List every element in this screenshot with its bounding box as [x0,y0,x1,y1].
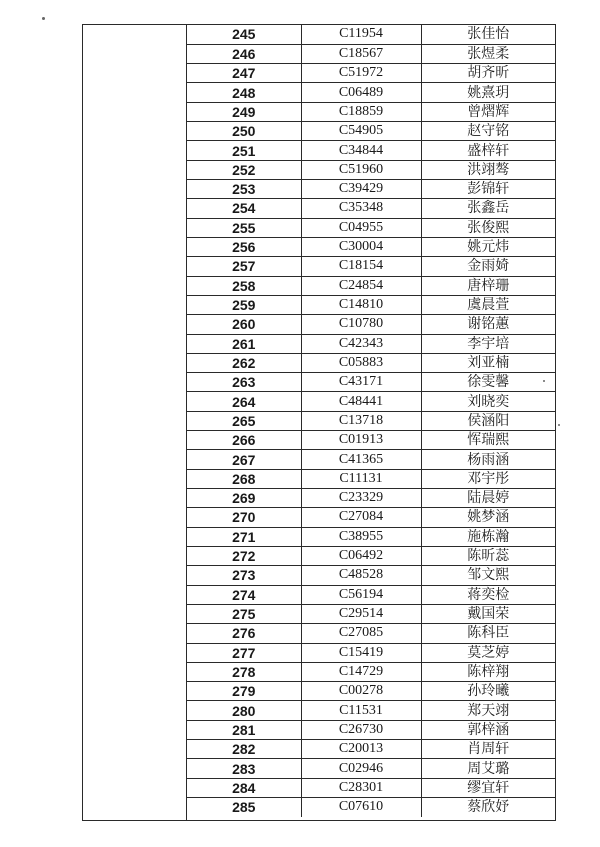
row-number: 276 [187,624,301,643]
student-id: C29514 [301,604,421,623]
student-id: C00278 [301,682,421,701]
row-number: 262 [187,353,301,372]
student-name: 唐梓珊 [421,276,555,295]
student-name: 周艾璐 [421,759,555,778]
student-name: 张俊熙 [421,218,555,237]
row-number: 278 [187,662,301,681]
row-number: 268 [187,469,301,488]
student-name: 戴国荣 [421,604,555,623]
student-id: C39429 [301,180,421,199]
student-name: 张鑫岳 [421,199,555,218]
student-name: 姚元炜 [421,237,555,256]
row-number: 266 [187,431,301,450]
student-id: C38955 [301,527,421,546]
row-number: 259 [187,295,301,314]
row-number: 247 [187,64,301,83]
table-row [187,682,555,701]
row-number: 250 [187,122,301,141]
student-id: C41365 [301,450,421,469]
row-number: 280 [187,701,301,720]
table-row [187,740,555,759]
student-id: C42343 [301,334,421,353]
student-name: 邓宇彤 [421,469,555,488]
row-number: 275 [187,604,301,623]
table-row [187,160,555,179]
student-id: C48441 [301,392,421,411]
row-number: 255 [187,218,301,237]
student-name: 蒋奕检 [421,585,555,604]
merged-group-column [83,25,187,820]
student-name: 刘亚楠 [421,353,555,372]
scan-speck [558,424,560,426]
student-name: 刘晓奕 [421,392,555,411]
student-name: 孙玲曦 [421,682,555,701]
student-name: 杨雨涵 [421,450,555,469]
student-id: C51972 [301,64,421,83]
table-row [187,295,555,314]
student-id: C15419 [301,643,421,662]
row-number: 272 [187,546,301,565]
table-row [187,527,555,546]
row-number: 253 [187,180,301,199]
row-number: 261 [187,334,301,353]
table-row [187,566,555,585]
row-number: 269 [187,489,301,508]
student-id: C10780 [301,315,421,334]
table-row [187,276,555,295]
student-id: C18859 [301,102,421,121]
row-number: 277 [187,643,301,662]
row-number: 248 [187,83,301,102]
table-row [187,585,555,604]
student-name: 侯涵阳 [421,411,555,430]
table-row [187,141,555,160]
table-row [187,83,555,102]
student-id: C14729 [301,662,421,681]
student-id: C27085 [301,624,421,643]
table-row [187,701,555,720]
student-name: 金雨婍 [421,257,555,276]
row-number: 263 [187,373,301,392]
table-row [187,720,555,739]
table-row [187,508,555,527]
student-id: C28301 [301,778,421,797]
student-id: C04955 [301,218,421,237]
scan-speck [42,17,45,20]
student-name: 胡齐昕 [421,64,555,83]
row-number: 271 [187,527,301,546]
student-id: C11531 [301,701,421,720]
student-name: 洪翊骜 [421,160,555,179]
student-id: C13718 [301,411,421,430]
student-id: C11131 [301,469,421,488]
student-name: 张佳怡 [421,25,555,44]
student-id: C34844 [301,141,421,160]
row-number: 265 [187,411,301,430]
student-id: C11954 [301,25,421,44]
row-number: 285 [187,798,301,817]
student-name: 缪宜轩 [421,778,555,797]
table-row [187,450,555,469]
row-number: 258 [187,276,301,295]
row-number: 254 [187,199,301,218]
student-id: C14810 [301,295,421,314]
table-row [187,218,555,237]
table-row [187,315,555,334]
student-name: 虞晨萱 [421,295,555,314]
student-name: 徐雯馨 [421,373,555,392]
student-name: 恽瑞熙 [421,431,555,450]
student-id: C30004 [301,237,421,256]
table-row [187,44,555,63]
row-number: 282 [187,740,301,759]
row-number: 273 [187,566,301,585]
table-row [187,180,555,199]
table-row [187,334,555,353]
student-id: C05883 [301,353,421,372]
student-id: C51960 [301,160,421,179]
student-id: C43171 [301,373,421,392]
row-number: 283 [187,759,301,778]
row-number: 281 [187,720,301,739]
row-number: 270 [187,508,301,527]
table-row [187,798,555,817]
student-id: C24854 [301,276,421,295]
row-number: 256 [187,237,301,256]
student-name: 郑天翊 [421,701,555,720]
table-row [187,102,555,121]
student-name: 陈梓翔 [421,662,555,681]
row-number: 246 [187,44,301,63]
table-row [187,778,555,797]
table-row [187,489,555,508]
student-id: C54905 [301,122,421,141]
student-name: 莫芝婷 [421,643,555,662]
student-name: 肖周轩 [421,740,555,759]
student-name: 姚梦涵 [421,508,555,527]
row-number: 249 [187,102,301,121]
student-name: 陆晨婷 [421,489,555,508]
student-name: 李宇培 [421,334,555,353]
student-name: 邹文熙 [421,566,555,585]
student-id: C07610 [301,798,421,817]
table-row [187,643,555,662]
table-row [187,759,555,778]
row-number: 267 [187,450,301,469]
table-row [187,546,555,565]
table-row [187,64,555,83]
table-row [187,392,555,411]
student-name: 姚熹玥 [421,83,555,102]
student-id: C20013 [301,740,421,759]
student-id: C06489 [301,83,421,102]
student-id: C26730 [301,720,421,739]
row-number: 279 [187,682,301,701]
student-name: 郭梓涵 [421,720,555,739]
student-name: 蔡欣妤 [467,799,510,816]
row-number: 245 [187,25,301,44]
row-number: 284 [187,778,301,797]
student-name: 赵守铭 [421,122,555,141]
row-number: 274 [187,585,301,604]
table-row [187,411,555,430]
student-name: 陈昕蕊 [421,546,555,565]
table-row [187,122,555,141]
table-row [187,199,555,218]
student-id: C35348 [301,199,421,218]
student-name: 盛梓轩 [421,141,555,160]
student-id: C02946 [301,759,421,778]
table-row [187,469,555,488]
table-row [187,353,555,372]
table-row [187,431,555,450]
table-row [187,604,555,623]
table-row [187,257,555,276]
table-row [187,237,555,256]
row-number: 251 [187,141,301,160]
student-id: C48528 [301,566,421,585]
row-number: 264 [187,392,301,411]
student-id: C06492 [301,546,421,565]
student-name: 施栋瀚 [421,527,555,546]
student-id: C18154 [301,257,421,276]
student-id: C27084 [301,508,421,527]
student-name: 曾熠辉 [421,102,555,121]
student-name: 彭锦轩 [421,180,555,199]
student-name: 张煜柔 [421,44,555,63]
row-number: 252 [187,160,301,179]
row-number: 257 [187,257,301,276]
table-row [187,25,555,44]
table-row [187,373,555,392]
roster-table-frame [82,24,556,821]
student-id: C23329 [301,489,421,508]
student-id: C01913 [301,431,421,450]
student-name: 谢铭蕙 [421,315,555,334]
table-row [187,662,555,681]
roster-table [187,25,555,817]
roster-body [187,25,555,817]
table-row [187,624,555,643]
student-name: 陈科臣 [421,624,555,643]
student-id: C18567 [301,44,421,63]
student-id: C56194 [301,585,421,604]
row-number: 260 [187,315,301,334]
